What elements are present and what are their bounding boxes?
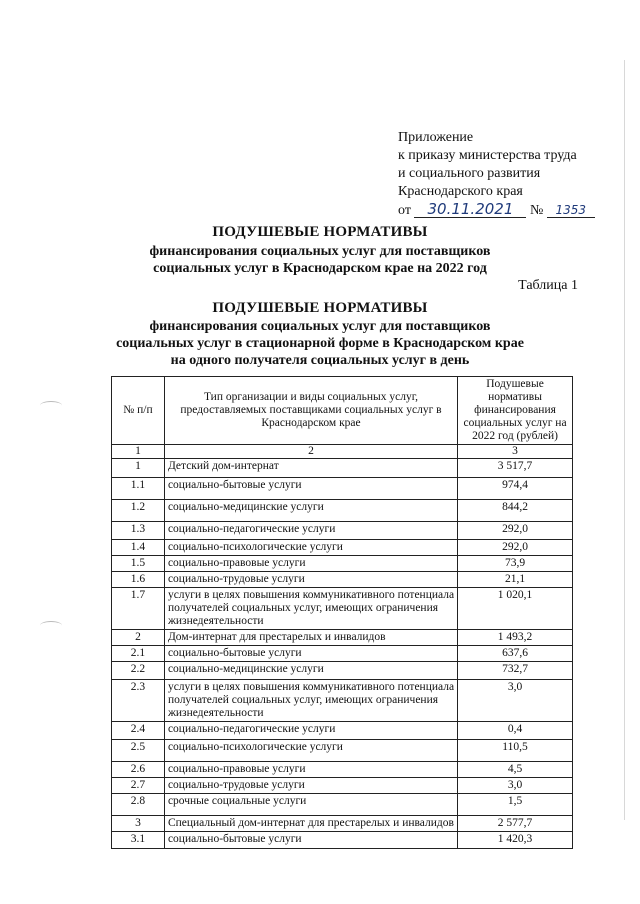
subtitle-line: социальных услуг в Краснодарском крае на 2022 год — [153, 261, 487, 276]
row-value: 110,5 — [458, 740, 573, 762]
table-row — [112, 680, 573, 722]
subtitle-line: социальных услуг в стационарной форме в Краснодарском крае — [116, 336, 524, 351]
row-name: социально-трудовые услуги — [164, 572, 457, 588]
row-value: 1 493,2 — [458, 630, 573, 646]
document-title: ПОДУШЕВЫЕ НОРМАТИВЫ — [212, 224, 428, 240]
subtitle-line: финансирования социальных услуг для поставщиков — [149, 244, 491, 259]
row-num: 3 — [112, 816, 165, 832]
table-row — [112, 500, 573, 522]
column-index: 2 — [164, 445, 457, 459]
table-label: Таблица 1 — [518, 278, 578, 293]
row-value: 637,6 — [458, 646, 573, 662]
row-value: 0,4 — [458, 722, 573, 740]
row-name: социально-правовые услуги — [164, 556, 457, 572]
row-value: 732,7 — [458, 662, 573, 680]
row-name: Дом-интернат для престарелых и инвалидов — [164, 630, 457, 646]
row-num: 1.5 — [112, 556, 165, 572]
row-name: социально-педагогические услуги — [164, 722, 457, 740]
row-value: 73,9 — [458, 556, 573, 572]
margin-mark — [40, 621, 62, 630]
column-index: 3 — [458, 445, 573, 459]
table-row — [112, 778, 573, 794]
table-row — [112, 794, 573, 816]
row-name: социально-трудовые услуги — [164, 778, 457, 794]
row-name: социально-медицинские услуги — [164, 662, 457, 680]
table-subtitle — [0, 318, 640, 369]
column-index-row — [112, 445, 573, 459]
row-num: 1.7 — [112, 588, 165, 630]
row-name: социально-медицинские услуги — [164, 500, 457, 522]
header-value: Подушевые нормативы финансирования социальных услуг на 2022 год (рублей) — [458, 377, 573, 445]
scan-edge-line — [624, 60, 625, 820]
row-value: 3,0 — [458, 778, 573, 794]
row-num: 2.6 — [112, 762, 165, 778]
row-num: 1 — [112, 459, 165, 478]
appendix-line: к приказу министерства труда — [398, 148, 577, 163]
table-row — [112, 540, 573, 556]
row-name: социально-педагогические услуги — [164, 522, 457, 540]
row-value: 4,5 — [458, 762, 573, 778]
table-row — [112, 646, 573, 662]
row-name: социально-бытовые услуги — [164, 832, 457, 849]
row-name: социально-психологические услуги — [164, 540, 457, 556]
table-row — [112, 630, 573, 646]
appendix-line: Краснодарского края — [398, 184, 523, 199]
table-row — [112, 740, 573, 762]
row-num: 1.2 — [112, 500, 165, 522]
handwritten-number: 1353 — [547, 203, 595, 218]
document-subtitle — [0, 243, 640, 277]
row-num: 2.1 — [112, 646, 165, 662]
table-row — [112, 572, 573, 588]
table-row — [112, 478, 573, 500]
row-value: 21,1 — [458, 572, 573, 588]
row-value: 1,5 — [458, 794, 573, 816]
row-value: 3 517,7 — [458, 459, 573, 478]
table-row — [112, 588, 573, 630]
row-num: 2.5 — [112, 740, 165, 762]
norms-table — [111, 376, 573, 849]
row-value: 292,0 — [458, 540, 573, 556]
table-row — [112, 556, 573, 572]
row-num: 1.1 — [112, 478, 165, 500]
table-row — [112, 722, 573, 740]
table-row — [112, 662, 573, 680]
column-index: 1 — [112, 445, 165, 459]
row-value: 2 577,7 — [458, 816, 573, 832]
row-num: 2.2 — [112, 662, 165, 680]
table-header-row — [112, 377, 573, 445]
table-title: ПОДУШЕВЫЕ НОРМАТИВЫ — [212, 300, 428, 316]
table-row — [112, 762, 573, 778]
row-num: 1.4 — [112, 540, 165, 556]
appendix-line: и социального развития — [398, 166, 541, 181]
row-value: 1 020,1 — [458, 588, 573, 630]
header-num: № п/п — [112, 377, 165, 445]
number-label: № — [529, 203, 544, 218]
table-row — [112, 522, 573, 540]
row-num: 2 — [112, 630, 165, 646]
header-name: Тип организации и виды социальных услуг, предоставляемых поставщиками социальных услуг в Краснодарском крае — [164, 377, 457, 445]
from-label: от — [398, 203, 411, 218]
row-value: 974,4 — [458, 478, 573, 500]
order-date-number — [398, 201, 595, 220]
appendix-line: Приложение — [398, 130, 474, 145]
row-num: 2.3 — [112, 680, 165, 722]
row-value: 292,0 — [458, 522, 573, 540]
row-name: Специальный дом-интернат для престарелых и инвалидов — [164, 816, 457, 832]
subtitle-line: финансирования социальных услуг для поставщиков — [149, 319, 491, 334]
row-num: 1.6 — [112, 572, 165, 588]
row-name: социально-бытовые услуги — [164, 646, 457, 662]
subtitle-line: на одного получателя социальных услуг в день — [170, 353, 470, 368]
row-name: социально-правовые услуги — [164, 762, 457, 778]
row-num: 2.4 — [112, 722, 165, 740]
row-name: услуги в целях повышения коммуникативного потенциала получателей социальных услуг, имеющих ограничения жизнедеятельности — [164, 588, 457, 630]
handwritten-date: 30.11.2021 — [414, 201, 526, 218]
row-name: Детский дом-интернат — [164, 459, 457, 478]
row-name: социально-психологические услуги — [164, 740, 457, 762]
row-name: услуги в целях повышения коммуникативного потенциала получателей социальных услуг, имеющих ограничения жизнедеятельности — [164, 680, 457, 722]
row-num: 1.3 — [112, 522, 165, 540]
row-value: 844,2 — [458, 500, 573, 522]
row-num: 2.8 — [112, 794, 165, 816]
appendix-block — [398, 129, 595, 220]
margin-mark — [40, 401, 62, 410]
row-name: социально-бытовые услуги — [164, 478, 457, 500]
table-row — [112, 816, 573, 832]
table-row — [112, 832, 573, 849]
row-value: 3,0 — [458, 680, 573, 722]
row-num: 2.7 — [112, 778, 165, 794]
table-row — [112, 459, 573, 478]
row-name: срочные социальные услуги — [164, 794, 457, 816]
row-value: 1 420,3 — [458, 832, 573, 849]
row-num: 3.1 — [112, 832, 165, 849]
